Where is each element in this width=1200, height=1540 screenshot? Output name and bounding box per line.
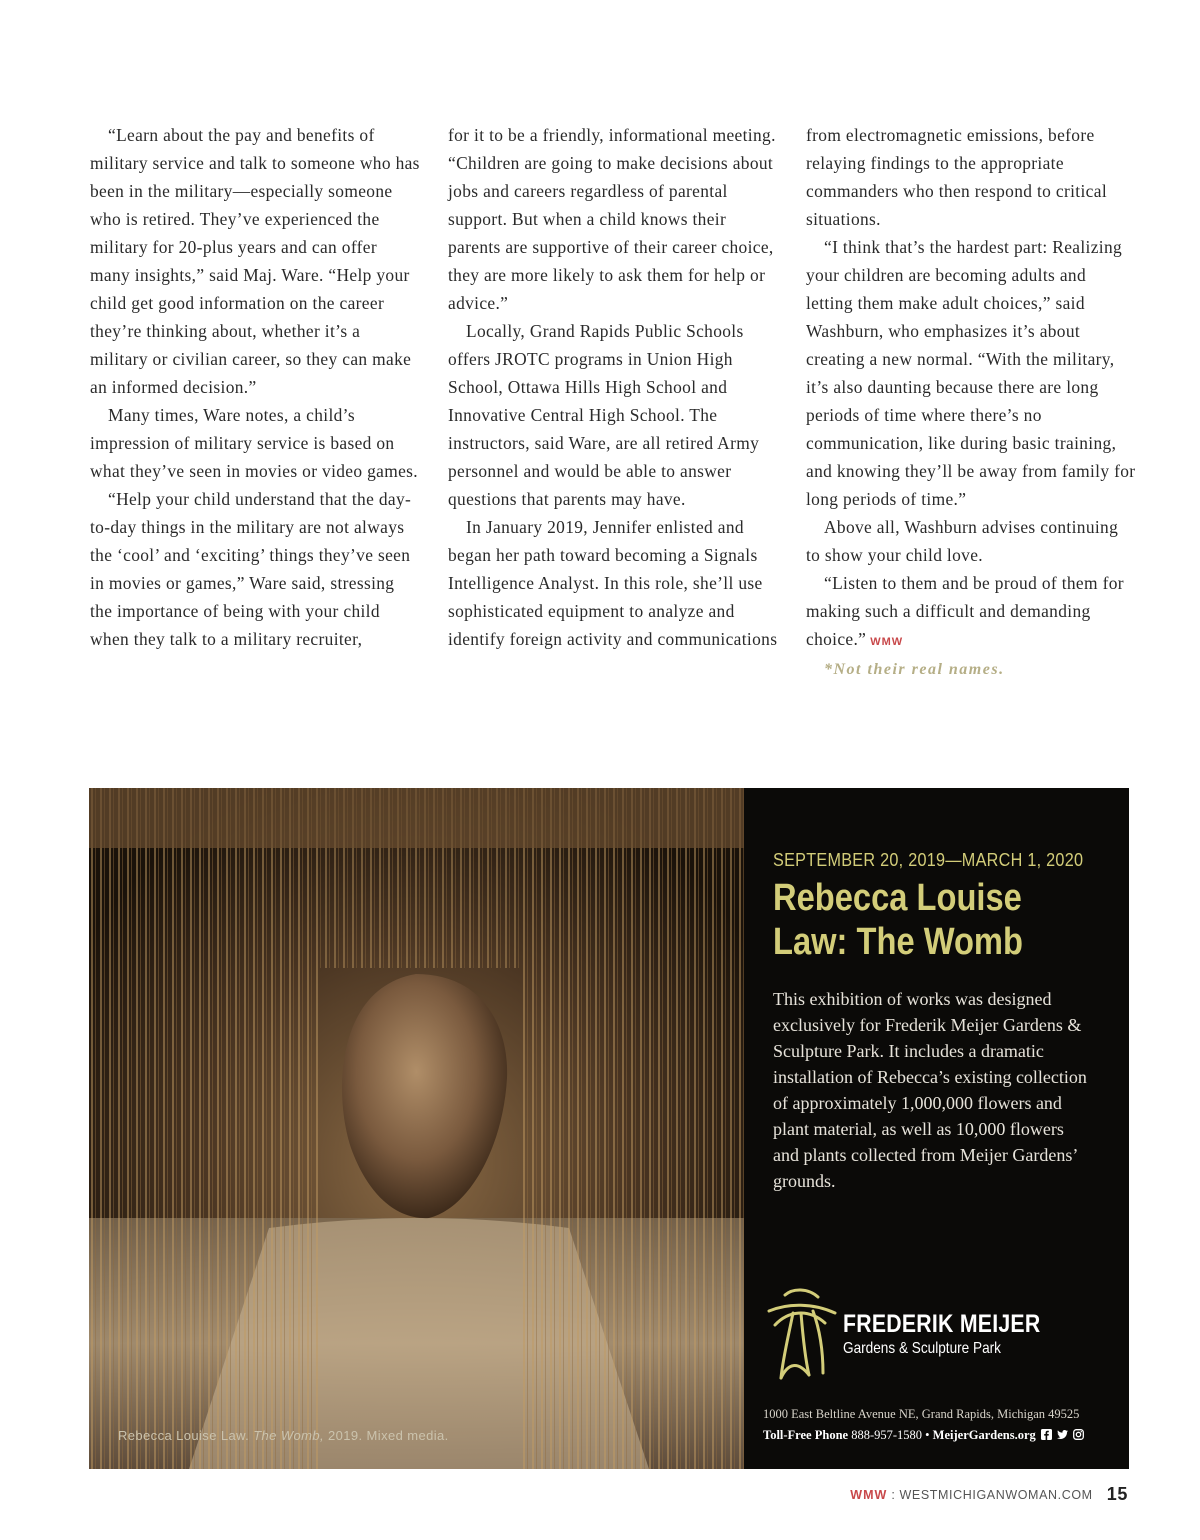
website-link[interactable]: MeijerGardens.org: [932, 1428, 1036, 1442]
installation-photo-art: [89, 788, 744, 1469]
caption-artist: Rebecca Louise Law.: [118, 1428, 250, 1443]
paragraph: Locally, Grand Rapids Public Schools offers JROTC programs in Union High School, Ottawa Hills High School and Innovative Central High School. The instructors, said Ware, are all retired Army personnel and would be able to answer questions that parents may have.: [448, 321, 760, 509]
exhibition-title: Rebecca Louise Law: The Womb: [773, 877, 1023, 963]
venue-address: 1000 East Beltline Avenue NE, Grand Rapids, Michigan 49525: [763, 1407, 1080, 1421]
instagram-icon[interactable]: [1073, 1429, 1084, 1440]
paragraph: for it to be a friendly, informational meeting. “Children are going to make decisions about jobs and careers regardless of parental support. But when a child knows their parents are supportive of their career choice, they are more likely to ask them for help or advice.”: [448, 125, 776, 313]
phone-label: Toll-Free Phone: [763, 1428, 849, 1442]
paragraph: [806, 569, 1136, 656]
page-footer: [850, 1484, 1128, 1505]
caption-details: 2019. Mixed media.: [328, 1428, 449, 1443]
article-column-3: [806, 121, 1136, 684]
facebook-icon[interactable]: [1041, 1429, 1052, 1440]
footer-site[interactable]: WESTMICHIGANWOMAN.COM: [899, 1488, 1093, 1502]
logo-name: FREDERIK MEIJER: [843, 1310, 1041, 1338]
installation-photo: [89, 788, 744, 1469]
article-column-1: [90, 121, 420, 653]
exhibition-description: This exhibition of works was designed exclusively for Frederik Meijer Gardens & Sculpture Park. It includes a dramatic installation of Rebecca’s existing collection of approximately 1,000,000 flowers and plant material, as well as 10,000 flowers and plants collected from Meijer Gardens’ grounds.: [773, 989, 1087, 1191]
paragraph: “Learn about the pay and benefits of military service and talk to someone who has been in the military—especially someone who is retired. They’ve experienced the military for 20-plus years and can offer many insights,” said Maj. Ware. “Help your child get good information on the career they’re thinking about, whether it’s a military or civilian career, so they can make an informed decision.”: [90, 125, 420, 397]
paragraph: Above all, Washburn advises continuing to show your child love.: [806, 517, 1119, 565]
logo-subtitle: Gardens & Sculpture Park: [843, 1340, 1001, 1357]
separator: •: [925, 1428, 930, 1442]
footer-brand: WMW: [850, 1488, 888, 1502]
exhibition-advertisement[interactable]: [89, 788, 1129, 1469]
paragraph: Many times, Ware notes, a child’s impression of military service is based on what they’ve seen in movies or video games.: [90, 405, 418, 481]
page-number: 15: [1106, 1484, 1128, 1504]
ad-text-panel: [763, 788, 1113, 1469]
paragraph: “Help your child understand that the day-to-day things in the military are not always the ‘cool’ and ‘exciting’ things they’ve seen in movies or games,” Ware said, stressing the importance of being with your child when they talk to a military recruiter,: [90, 489, 412, 649]
photo-caption: [118, 1428, 449, 1443]
meijer-gardens-logo[interactable]: [763, 1283, 1093, 1383]
paragraph: from electromagnetic emissions, before relaying findings to the appropriate commanders who then respond to critical situations.: [806, 125, 1107, 229]
caption-work: The Womb,: [253, 1428, 324, 1443]
paragraph: “I think that’s the hardest part: Realizing your children are becoming adults and letting them make adult choices,” said Washburn, who emphasizes it’s about creating a new normal. “With the military, it’s also daunting because there are long periods of time where there’s no communication, like during basic training, and knowing they’ll be away from family for long periods of time.”: [806, 237, 1136, 509]
paragraph: In January 2019, Jennifer enlisted and began her path toward becoming a Signals Intelligence Analyst. In this role, she’ll use sophisticated equipment to analyze and identify foreign activity and communications: [448, 517, 778, 649]
twitter-icon[interactable]: [1057, 1429, 1068, 1440]
exhibition-dates: SEPTEMBER 20, 2019—MARCH 1, 2020: [773, 850, 1084, 870]
footnote: *Not their real names.: [824, 661, 1005, 678]
paragraph-text: “Listen to them and be proud of them for making such a difficult and demanding choice.”: [806, 573, 1124, 649]
phone-number[interactable]: 888-957-1580: [851, 1428, 923, 1442]
end-mark: WMW: [870, 636, 904, 648]
contact-line: [763, 1428, 1084, 1443]
footer-separator: :: [891, 1488, 896, 1502]
article-column-2: [448, 121, 778, 653]
palm-tree-icon: [763, 1283, 843, 1383]
